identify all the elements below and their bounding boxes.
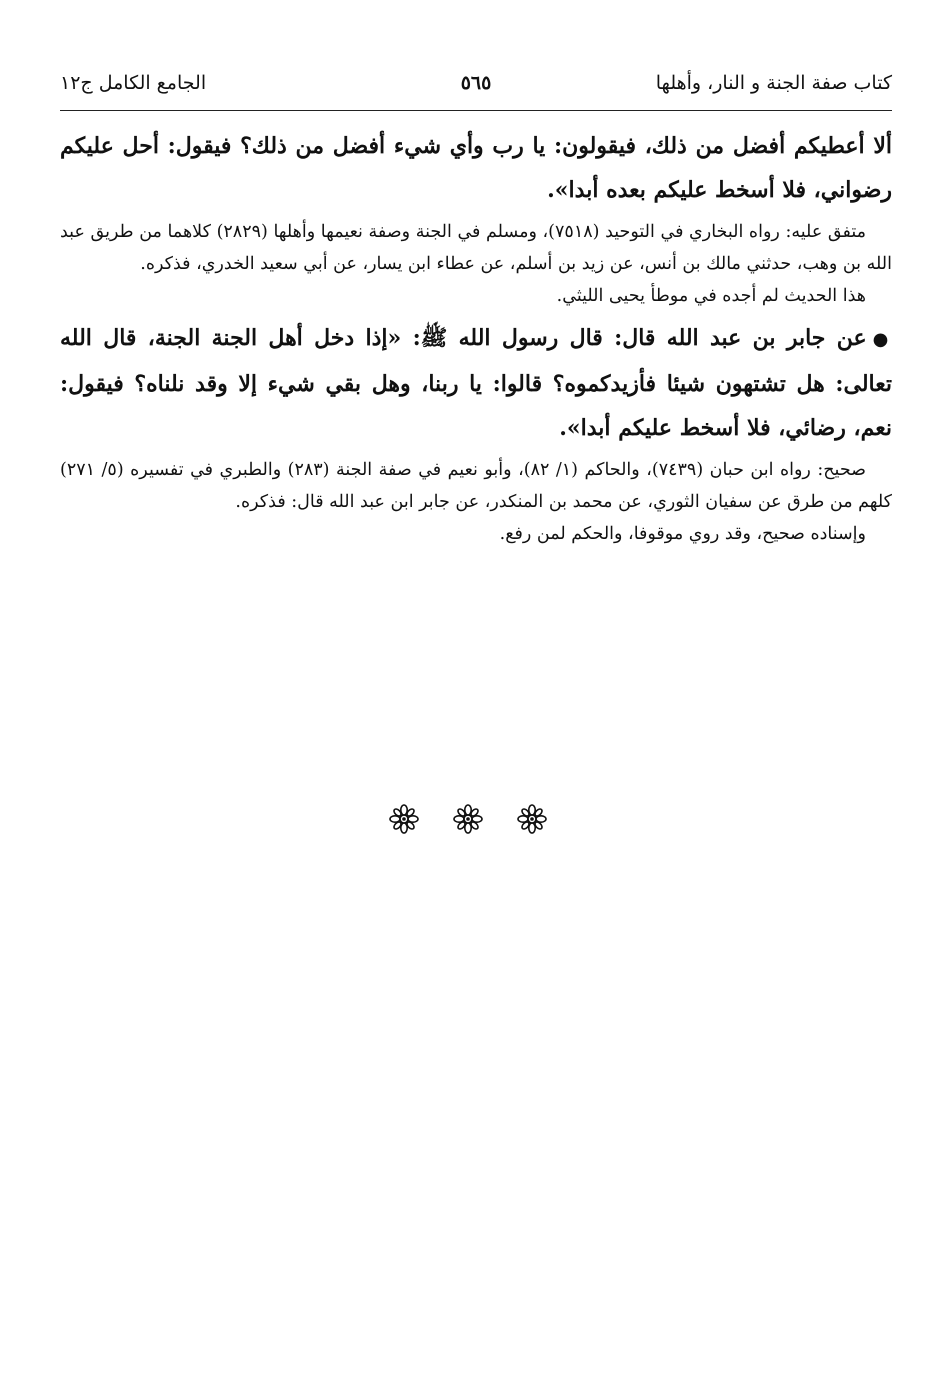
note-1: هذا الحديث لم أجده في موطأ يحيى الليثي. [556, 286, 866, 306]
page-body [60, 124, 892, 550]
page-number: ٥٦٥ [460, 72, 492, 94]
book-title: الجامع الكامل ج١٢ [60, 72, 207, 94]
takhrij-1: متفق عليه: رواه البخاري في التوحيد (٧٥١٨)، ومسلم في الجنة وصفة نعيمها وأهلها (٢٨٢٩) كلاهما من طريق عبد الله بن وهب، حدثني مالك بن أنس، عن زيد بن أسلم، عن عطاء ابن يسار، عن أبي سعيد الخدري، فذكره. [60, 222, 892, 274]
header-rule [60, 110, 892, 111]
hadith-text-1: ألا أعطيكم أفضل من ذلك، فيقولون: يا رب وأي شيء أفضل من ذلك؟ فيقول: أحل عليكم رضواني، فلا أسخط عليكم بعده أبدا». [60, 133, 892, 203]
takhrij-2: صحيح: رواه ابن حبان (٧٤٣٩)، والحاكم (١/ ٨٢)، وأبو نعيم في صفة الجنة (٢٨٣) والطبري في تفسيره (٥/ ٢٧١) كلهم من طرق عن سفيان الثوري، عن محمد بن المنكدر، عن جابر ابن عبد الله قال: فذكره. [60, 460, 892, 512]
hadith-text-2: عن جابر بن عبد الله قال: قال رسول الله ﷺ: «إذا دخل أهل الجنة الجنة، قال الله تعالى: هل تشتهون شيئا فأزيدكموه؟ قالوا: يا ربنا، وهل بقي شيء إلا وقد نلناه؟ فيقول: نعم، رضائي، فلا أسخط عليكم أبدا». [60, 325, 892, 441]
floral-ornament-icon [517, 804, 547, 834]
hadith-paragraph-2 [60, 316, 892, 450]
floral-ornament-icon [389, 804, 419, 834]
note-2: وإسناده صحيح، وقد روي موقوفا، والحكم لمن رفع. [499, 524, 866, 544]
floral-ornament-icon [453, 804, 483, 834]
bullet-icon: ● [872, 329, 892, 350]
page-header [60, 66, 892, 106]
chapter-title: كتاب صفة الجنة و النار، وأهلها [655, 72, 892, 94]
section-end-ornaments [0, 804, 935, 834]
